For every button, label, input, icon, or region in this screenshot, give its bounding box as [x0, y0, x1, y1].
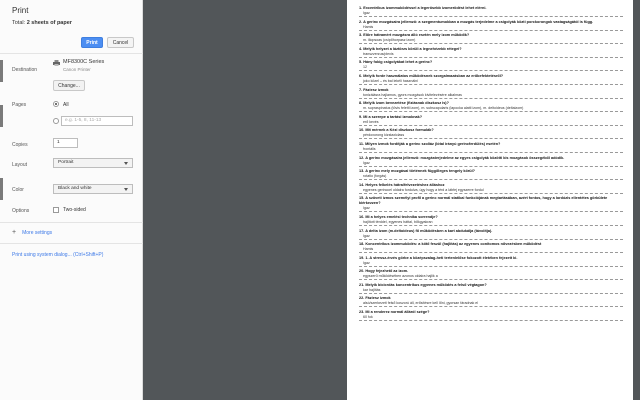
question-item — [359, 269, 623, 280]
question-text: 21. Melyik bicicrdás koncentrikus egyenes működés a felső végtagon? — [359, 282, 487, 287]
question-text: 13. A gerinc mely mozgásai történnek függőleges tengely körül? — [359, 169, 475, 174]
answer-text: m. iliopsoas (csípőhorpasz izom) — [359, 38, 623, 44]
question-item — [359, 128, 623, 139]
divider — [0, 222, 143, 223]
question-item — [359, 283, 623, 294]
question-text: 1. Excentrikus izommuködéssel a legerösebb izomerödést lehet elérni. — [359, 6, 487, 10]
cancel-button[interactable]: Cancel — [107, 37, 134, 48]
question-item — [359, 74, 623, 85]
layout-label: Layout — [12, 162, 28, 168]
question-item — [359, 101, 623, 112]
question-text: 18. Koncentrikus izommuködés: a kötő feszül (hajlítás) az egyenes conitomos nővezésben működést — [359, 242, 542, 247]
color-label: Color — [12, 187, 24, 193]
pages-all-label: All — [63, 102, 69, 108]
question-list — [359, 6, 623, 321]
answer-text: egyszerű működésében azonos oldalra hajlik a — [359, 274, 623, 280]
question-item — [359, 156, 623, 167]
sidebar-edge-strip — [0, 105, 3, 127]
print-button[interactable]: Print — [81, 37, 103, 48]
answer-text: joko közel – és bal lekéli használni — [359, 79, 623, 85]
divider — [0, 53, 143, 54]
question-text: 9. Mi a szerepe a tartási izmoknak? — [359, 114, 423, 119]
question-text: 5. Hány fokig csigolyákat lehet a gerinc? — [359, 60, 433, 65]
printer-name: MF8300C Series — [63, 59, 105, 65]
copies-input[interactable]: 1 — [53, 138, 78, 148]
color-select[interactable] — [53, 184, 133, 194]
question-item — [359, 169, 623, 180]
question-item — [359, 47, 623, 58]
question-item — [359, 60, 623, 71]
answer-text: Igaz — [359, 206, 623, 212]
print-preview-page — [347, 0, 633, 400]
answer-text: transzverzus/plexis — [359, 52, 623, 58]
question-item — [359, 33, 623, 44]
question-text: 16. Mi a helyes emelési technika sorrendje? — [359, 214, 438, 219]
question-text: 8. Melyik izom bevezetése (fiziásnak diszkosz is)? — [359, 101, 449, 106]
question-text: 11. Milyen izmok fordítják a gerinc szoliáz (lótal irányú gerincferdülés) esetén? — [359, 141, 501, 146]
sidebar-edge-strip — [0, 60, 3, 82]
question-text: 19. 1. A stressz-érzés görbe a középszalag-heti tertenlelőse fokozott életében fejezett ki. — [359, 255, 518, 260]
question-text: 17. A delta izom (m.deltoideus) fő működésben a kart abdukálja (távolítja). — [359, 228, 493, 233]
layout-value: Portrait — [58, 160, 74, 165]
question-item — [359, 215, 623, 226]
divider — [0, 243, 143, 244]
question-item — [359, 183, 623, 194]
question-item — [359, 296, 623, 307]
question-text: 3. Előre hátramért mozgásra álló esetén mely izom működik? — [359, 33, 470, 38]
more-settings-link[interactable] — [12, 229, 52, 236]
question-item — [359, 142, 623, 153]
question-item — [359, 115, 623, 126]
total-value: 2 sheets of paper — [26, 20, 72, 26]
question-text: 22. Fáziesz izmok — [359, 296, 391, 301]
question-item — [359, 310, 623, 321]
answer-text: m. supraspinatus (tövis feletti izom), m. subscapularis (lapocka alatti izom), m. deltoideus (deltaizom) — [359, 106, 623, 112]
pages-all-radio[interactable] — [53, 101, 59, 107]
printer-type: Canon Printer — [63, 67, 91, 72]
answer-text: Hamis — [359, 25, 623, 31]
question-item — [359, 6, 623, 17]
question-text: 2. A gerinc mozgásaira jellemzö: a szegmentumokban a mozgás terjedelme a csigolyák közti porckorongok vastagságától is függ. — [359, 19, 594, 24]
question-item — [359, 88, 623, 99]
question-text: 20. Hogy fejezhető az izom. — [359, 269, 409, 274]
system-dialog-link[interactable]: Print using system dialog... (Ctrl+Shift+P) — [12, 252, 104, 258]
sidebar-edge-strip — [0, 178, 3, 200]
answer-text: alsó/szerkezeti felső koszorú áll, erősítésre kell lőni, gyorsan fáradnak el — [359, 301, 623, 307]
pages-range-input[interactable]: e.g. 1-5, 8, 11-13 — [61, 116, 133, 126]
answer-text: Igaz — [359, 161, 623, 167]
question-text: 7. Fáziesz izmok — [359, 87, 389, 92]
question-item — [359, 229, 623, 240]
question-item — [359, 196, 623, 212]
plus-icon: + — [12, 229, 17, 236]
total-sheets — [12, 20, 72, 26]
question-text: 14. Helyes felkelés hátra/felvezetéshez álláshoz — [359, 182, 445, 187]
printer-icon — [53, 60, 60, 66]
answer-text: rotatio (forgás) — [359, 174, 623, 180]
pages-label: Pages — [12, 102, 27, 108]
question-text: 4. Melyik helyzet a láztörzs körüli a legnehézebb rétegei? — [359, 46, 462, 51]
layout-select[interactable] — [53, 158, 133, 168]
chevron-down-icon — [124, 188, 128, 191]
options-label: Options — [12, 208, 30, 214]
question-text: 23. Mi a renderez normál álláról szége? — [359, 310, 430, 315]
two-sided-checkbox[interactable] — [53, 207, 59, 213]
answer-text: kar hajlítás — [359, 288, 623, 294]
question-item — [359, 256, 623, 267]
answer-text: Igaz — [359, 234, 623, 240]
answer-text: 12 — [359, 65, 623, 71]
answer-text: erő kevés — [359, 120, 623, 126]
chevron-down-icon — [124, 162, 128, 165]
two-sided-label: Two-sided — [63, 207, 86, 213]
change-destination-button[interactable]: Change... — [53, 80, 85, 91]
pages-custom-radio[interactable] — [53, 118, 59, 124]
answer-text: egyenes gerinccel oldalra fordulva, úgy hogy a térd a lábfej egyszerre fordul — [359, 188, 623, 194]
question-text: 6. Melyik forde használatos működésnek szorgalmazásban az erőbefektetésről? — [359, 73, 504, 78]
destination-label: Destination — [12, 67, 38, 73]
question-text: 12. A gerinc mozgásaira jellemzö: mozgásterjedelme az egyes csigolyák közötti kis mozgások összegéből adódik. — [359, 155, 565, 160]
question-item — [359, 20, 623, 31]
more-settings-label: More settings — [22, 230, 53, 236]
answer-text: tonizálásra hajlamos, gyors mozgások kivitelezésére alkalmas — [359, 93, 623, 99]
answer-text: pérdoxorong kizstaxiclass — [359, 133, 623, 139]
answer-text: Igaz — [359, 11, 623, 17]
answer-text: Hamis — [359, 247, 623, 253]
print-title: Print — [12, 6, 29, 15]
answer-text: hajlított térddel, egyenes háttal, bőkgyakran — [359, 220, 623, 226]
color-value: Black and white — [58, 186, 92, 191]
copies-label: Copies — [12, 142, 28, 148]
question-item — [359, 242, 623, 253]
print-settings-sidebar — [0, 0, 143, 400]
answer-text: Igaz — [359, 261, 623, 267]
question-text: 10. Mit mérnek a Kézi diszkosz formulák? — [359, 128, 434, 133]
question-text: 15. A szöveti izmos személyi profil a gerinc normál statikai funkciójának megtartásában, azért fontos, hogy a lordózis ellentétes görbülete kiérkezzen? — [359, 196, 608, 206]
answer-text: frontális — [359, 147, 623, 153]
total-prefix: Total: — [12, 20, 27, 26]
answer-text: 60 fok — [359, 315, 623, 321]
